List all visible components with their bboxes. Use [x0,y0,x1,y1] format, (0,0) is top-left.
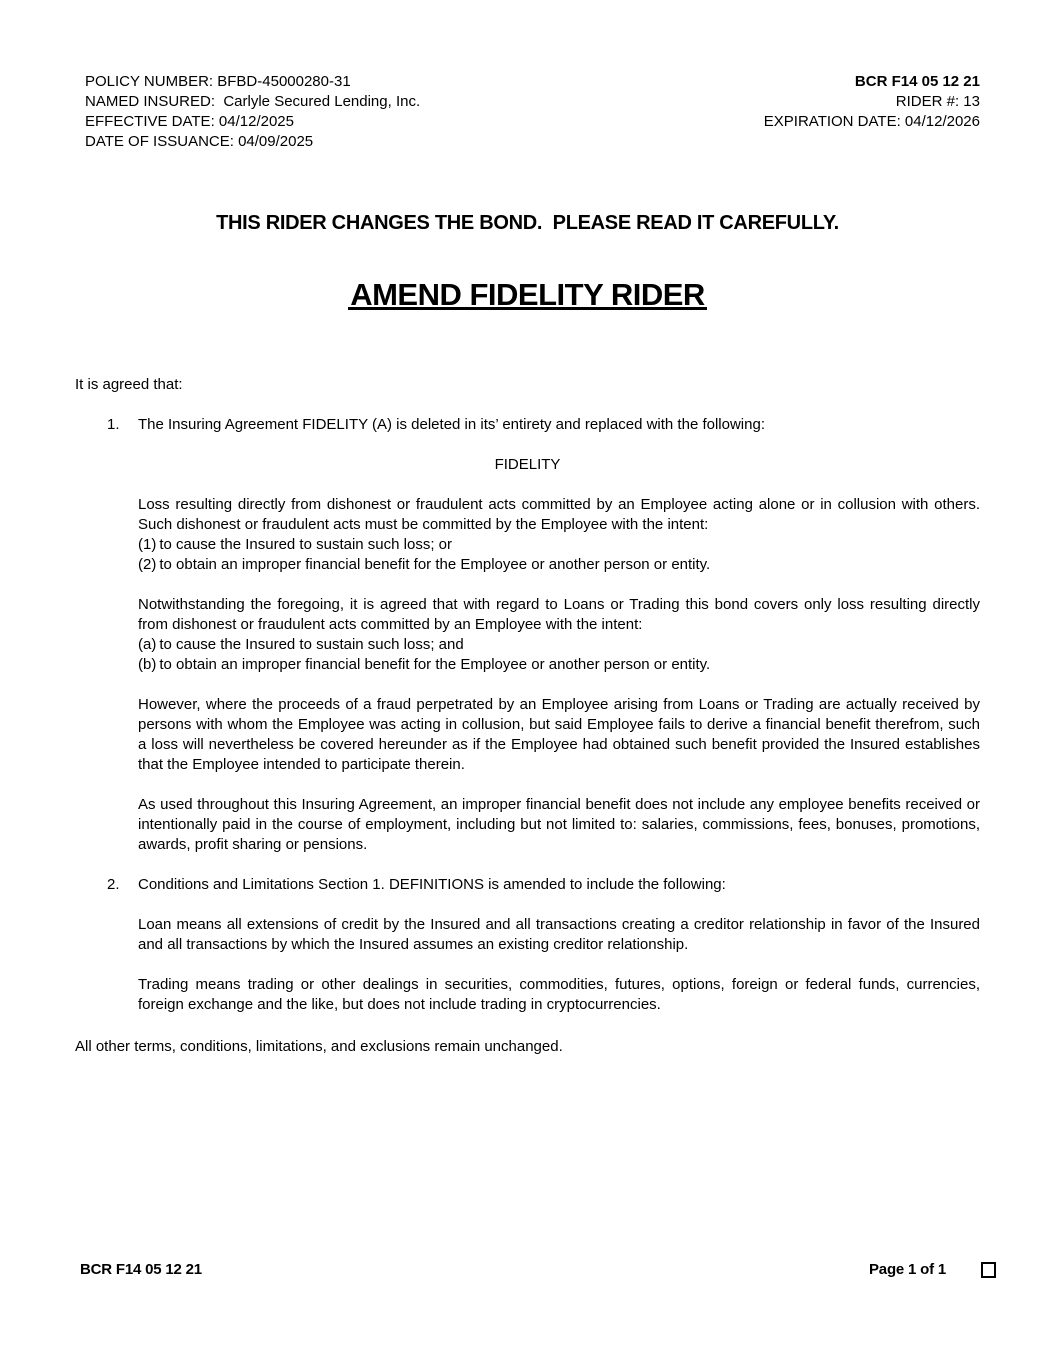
item-2-number: 2. [107,876,120,893]
paragraph-as-used-block [138,795,985,855]
form-number-line: BCR F14 05 12 21 [854,73,980,90]
named-insured-line: NAMED INSURED: Carlyle Secured Lending, Inc. [85,93,421,110]
item-1-number: 1. [107,416,120,433]
paragraph-notwithstanding-block [138,595,985,675]
fidelity-heading: FIDELITY [494,456,561,473]
paragraph-notwithstanding: Notwithstanding the foregoing, it is agreed that with regard to Loans or Trading this bond covers only loss resulting directly from dishonest or fraudulent acts committed by an Employee with the intent: [138,596,985,633]
loss-subitem-1-text: to cause the Insured to sustain such loss; or [159,536,453,553]
date-of-issuance-line: DATE OF ISSUANCE: 04/09/2025 [85,133,314,150]
loss-subitem-2-text: to obtain an improper financial benefit for the Employee or another person or entity. [159,556,711,573]
paragraph-however-block [138,695,985,775]
loss-subitem-2-marker: (2) [138,556,157,573]
end-of-form-square-icon [981,1262,996,1278]
footer-right-group [869,1260,996,1280]
paragraph-loan: Loan means all extensions of credit by the Insured and all transactions creating a creditor relationship in favor of the Insured and all transactions by which the Insured assumes an existing creditor relationship. [138,916,985,953]
notwithstanding-subitem-a-marker: (a) [138,636,157,653]
paragraph-trading-block [138,975,985,1015]
notwithstanding-subitem-b-marker: (b) [138,656,157,673]
document-header [85,72,980,152]
loss-subitem-2 [138,555,980,575]
page-indicator: Page 1 of 1 [869,1261,946,1278]
footer-form-number: BCR F14 05 12 21 [80,1261,202,1278]
document-footer [80,1260,996,1280]
policy-number-line: POLICY NUMBER: BFBD-45000280-31 [85,73,351,90]
paragraph-however: However, where the proceeds of a fraud perpetrated by an Employee arising from Loans or Trading are actually received by persons with whom the Employee was acting in collusion, but said Employee fails to derive a financial benefit therefrom, such a loss will nevertheless be covered hereunder as if the Employee had obtained such benefit provided the Insured establishes that the Employee intended to participate therein. [138,696,985,773]
title-wrapper [75,277,980,312]
paragraph-loan-block [138,915,985,955]
rider-number-line: RIDER #: 13 [895,93,980,110]
loss-subitem-1 [138,535,980,555]
closing-statement: All other terms, conditions, limitations, and exclusions remain unchanged. [75,1038,563,1055]
paragraph-as-used: As used throughout this Insuring Agreement, an improper financial benefit does not include any employee benefits received or intentionally paid in the course of employment, including but not limited to: salaries, commissions, fees, bonuses, promotions, awards, profit sharing or pensions. [138,796,985,853]
header-policy-block [85,72,420,152]
page-title: AMEND FIDELITY RIDER [350,277,705,312]
notwithstanding-subitem-b [138,655,980,675]
notwithstanding-subitem-b-text: to obtain an improper financial benefit for the Employee or another person or entity. [159,656,711,673]
numbered-item-2 [75,875,980,895]
loss-subitem-1-marker: (1) [138,536,157,553]
agreement-intro: It is agreed that: [75,376,183,393]
paragraph-loss: Loss resulting directly from dishonest or fraudulent acts committed by an Employee acting alone or in collusion with others. Such dishonest or fraudulent acts must be committed by the Employee with the intent: [138,496,989,533]
notwithstanding-subitem-a-text: to cause the Insured to sustain such loss; and [159,636,464,653]
paragraph-loss-block [138,495,989,575]
numbered-item-1 [75,415,980,435]
header-form-block [764,72,980,152]
paragraph-trading: Trading means trading or other dealings in securities, commodities, futures, options, foreign or federal funds, currencies, foreign exchange and the like, but does not include trading in cryptocurrencies. [138,976,985,1013]
rider-change-notice: THIS RIDER CHANGES THE BOND. PLEASE READ IT CAREFULLY. [216,212,839,234]
item-2-text: Conditions and Limitations Section 1. DEFINITIONS is amended to include the following: [138,876,726,893]
expiration-date-line: EXPIRATION DATE: 04/12/2026 [763,113,980,130]
notwithstanding-subitem-a [138,635,980,655]
effective-date-line: EFFECTIVE DATE: 04/12/2025 [85,113,294,130]
item-1-text: The Insuring Agreement FIDELITY (A) is deleted in its’ entirety and replaced with the following: [138,416,765,433]
